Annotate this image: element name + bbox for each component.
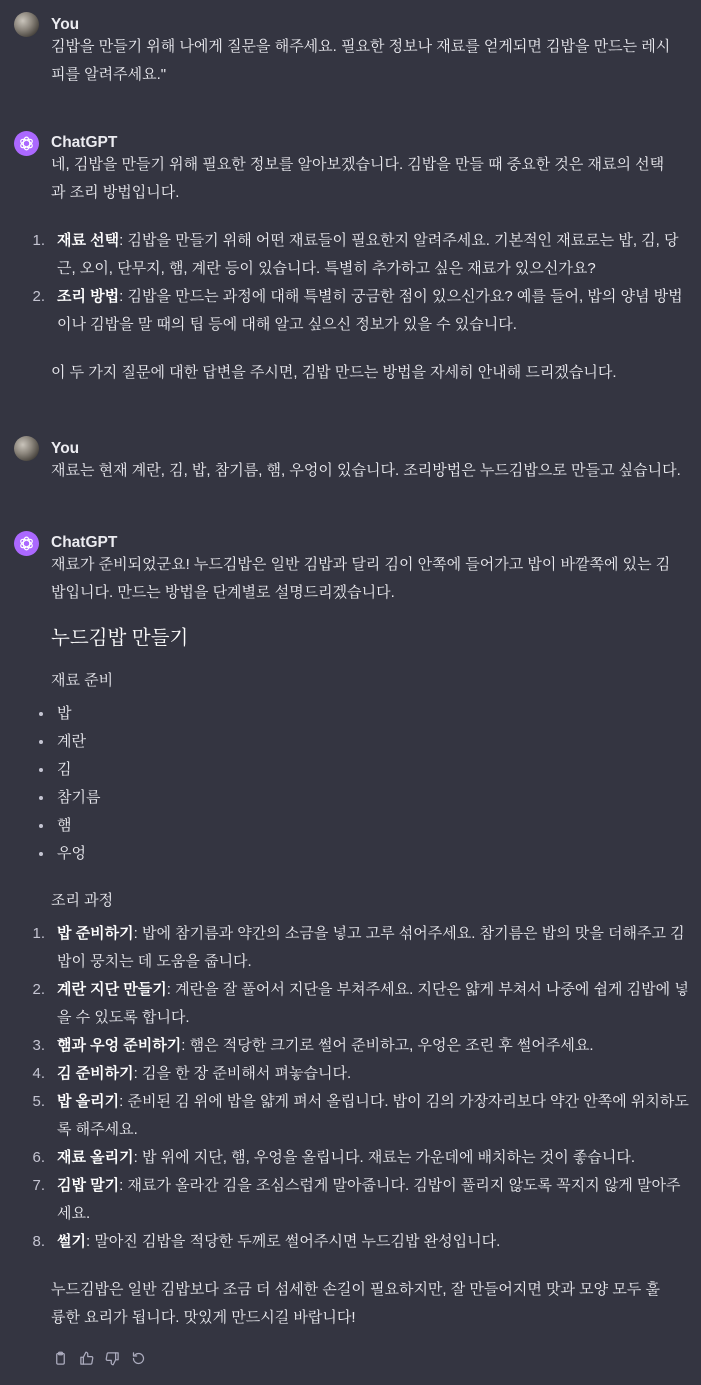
step-text: : 햄은 적당한 크기로 썰어 준비하고, 우엉은 조린 후 썰어주세요. [181,1037,594,1054]
recipe-heading: 누드김밥 만들기 [51,627,189,649]
list-number: 7. [32,1177,45,1194]
list-item [32,227,694,283]
list-item-text: : 김밥을 만들기 위해 어떤 재료들이 필요한지 알려주세요. 기본적인 재료로는 밥, 김, 당근, 오이, 단무지, 햄, 계란 등이 있습니다. 특별히 추가하고 싶은 재료가 있으신가요? [57,232,679,277]
list-item [51,756,694,784]
chatgpt-avatar [14,131,39,156]
list-item [32,283,694,339]
list-number: 8. [32,1233,45,1250]
list-number: 4. [32,1065,45,1082]
ingredient-text: 계란 [57,733,86,750]
list-item [32,1172,694,1228]
message-text: 네, 김밥을 만들기 위해 필요한 정보를 알아보겠습니다. 김밥을 만들 때 중요한 것은 재료의 선택과 조리 방법입니다. [51,156,665,201]
user-avatar [14,12,39,37]
message-content [32,551,694,1332]
message-text: 이 두 가지 질문에 대한 답변을 주시면, 김밥 만드는 방법을 자세히 안내해 드리겠습니다. [51,364,617,381]
list-item [51,728,694,756]
step-text: : 계란을 잘 풀어서 지단을 부쳐주세요. 지단은 얇게 부쳐서 나중에 쉽게 김밥에 넣을 수 있도록 합니다. [57,981,689,1026]
step-title: 김밥 말기 [57,1177,120,1194]
ingredient-text: 김 [57,761,72,778]
list-item [51,840,694,868]
list-number: 5. [32,1093,45,1110]
list-number: 2. [32,981,45,998]
message-text: 재료는 현재 계란, 김, 밥, 참기름, 햄, 우엉이 있습니다. 조리방법은 누드김밥으로 만들고 싶습니다. [51,462,681,479]
author-name: ChatGPT [51,534,118,551]
steps-title: 조리 과정 [51,892,114,909]
thumbs-down-icon[interactable] [104,1350,121,1367]
list-number: 1. [32,925,45,942]
chatgpt-avatar [14,531,39,556]
list-number: 6. [32,1149,45,1166]
message-actions [52,1350,147,1367]
list-item [32,1088,694,1144]
step-title: 재료 올리기 [57,1149,134,1166]
ingredient-text: 우엉 [57,845,86,862]
ingredients-list [51,700,694,868]
list-item [32,1228,694,1256]
openai-logo-icon [18,535,35,552]
ingredient-text: 밥 [57,705,72,722]
author-name: You [51,16,80,33]
step-text: : 밥에 참기름과 약간의 소금을 넣고 고루 섞어주세요. 참기름은 밥의 맛을 더해주고 김밥이 뭉치는 데 도움을 줍니다. [57,925,685,970]
message-content [51,457,694,485]
step-text: : 김을 한 장 준비해서 펴놓습니다. [133,1065,352,1082]
message-text: 재료가 준비되었군요! 누드김밥은 일반 김밥과 달리 김이 안쪽에 들어가고 밥이 바깥쪽에 있는 김밥입니다. 만드는 방법을 단계별로 설명드리겠습니다. [51,556,671,601]
list-item [32,1144,694,1172]
step-title: 밥 올리기 [57,1093,120,1110]
step-text: : 말아진 김밥을 적당한 두께로 썰어주시면 누드김밥 완성입니다. [85,1233,501,1250]
list-item [51,812,694,840]
step-title: 햄과 우엉 준비하기 [57,1037,182,1054]
author-name: You [51,440,80,457]
numbered-list [32,227,694,339]
regenerate-icon[interactable] [130,1350,147,1367]
list-item [51,700,694,728]
list-item [32,976,694,1032]
step-title: 김 준비하기 [57,1065,134,1082]
list-item [32,1060,694,1088]
ingredient-text: 참기름 [57,789,101,806]
list-item-text: : 김밥을 만드는 과정에 대해 특별히 궁금한 점이 있으신가요? 예를 들어, 밥의 양념 방법이나 김밥을 말 때의 팁 등에 대해 알고 싶으신 정보가 있을 수 있습니다. [57,288,683,333]
openai-logo-icon [18,135,35,152]
ingredients-title: 재료 준비 [51,672,114,689]
steps-list [32,920,694,1256]
step-text: : 준비된 김 위에 밥을 얇게 펴서 올립니다. 밥이 김의 가장자리보다 약간 안쪽에 위치하도록 해주세요. [57,1093,689,1138]
author-name: ChatGPT [51,134,118,151]
list-item [32,1032,694,1060]
list-item-title: 재료 선택 [57,232,120,249]
step-title: 썰기 [57,1233,86,1250]
message-text: 김밥을 만들기 위해 나에게 질문을 해주세요. 필요한 정보나 재료를 얻게되면 김밥을 만드는 레시피를 알려주세요." [51,38,671,83]
list-item [51,784,694,812]
step-text: : 재료가 올라간 김을 조심스럽게 말아줍니다. 김밥이 풀리지 않도록 꼭지지 않게 말아주세요. [57,1177,681,1222]
list-number: 3. [32,1037,45,1054]
message-content [51,33,694,89]
step-title: 계란 지단 만들기 [57,981,167,998]
thumbs-up-icon[interactable] [78,1350,95,1367]
list-number: 2. [32,288,45,305]
list-number: 1. [32,232,45,249]
list-item-title: 조리 방법 [57,288,120,305]
copy-icon[interactable] [52,1350,69,1367]
step-title: 밥 준비하기 [57,925,134,942]
ingredient-text: 햄 [57,817,72,834]
message-text: 누드김밥은 일반 김밥보다 조금 더 섬세한 손길이 필요하지만, 잘 만들어지면 맛과 모양 모두 훌륭한 요리가 됩니다. 맛있게 만드시길 바랍니다! [51,1281,660,1326]
user-avatar [14,436,39,461]
step-text: : 밥 위에 지단, 햄, 우엉을 올립니다. 재료는 가운데에 배치하는 것이 좋습니다. [133,1149,636,1166]
list-item [32,920,694,976]
message-content [32,151,694,387]
